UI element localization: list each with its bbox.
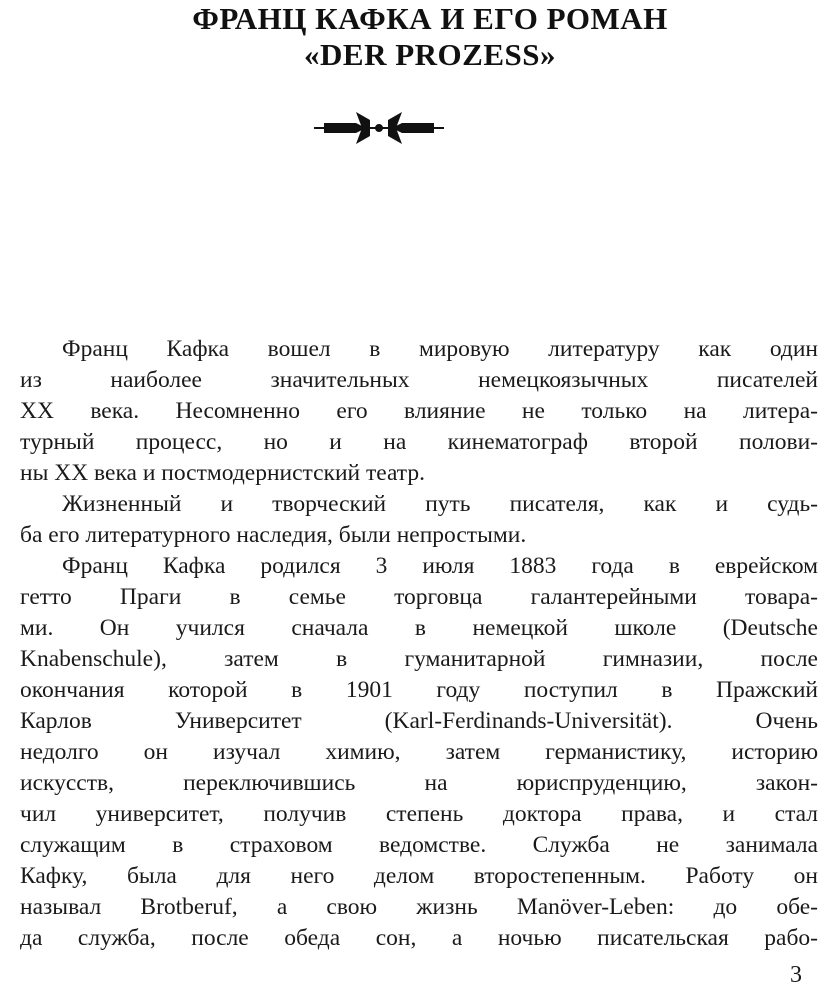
page-number: 3 — [790, 962, 802, 988]
text-line: служащим в страховом ведомстве. Служба не занимала — [20, 832, 818, 858]
text-line: чил университет, получив степень доктора права, и стал — [20, 801, 818, 827]
text-line: Knabenschule), затем в гуманитарной гимназии, после — [20, 646, 818, 672]
text-line: искусств, переключившись на юриспруденцию, закон- — [20, 770, 818, 796]
decorative-divider-icon — [312, 110, 446, 146]
text-line: ны XX века и постмодернистский театр. — [20, 460, 425, 486]
chapter-title-line-1: ФРАНЦ КАФКА И ЕГО РОМАН — [192, 1, 668, 36]
body-text — [20, 334, 818, 954]
text-line: Жизненный и творческий путь писателя, как и судь- — [62, 491, 818, 517]
text-line: Франц Кафка родился 3 июля 1883 года в еврейском — [62, 553, 818, 579]
text-line: да служба, после обеда сон, а ночью писательская рабо- — [20, 925, 818, 951]
text-line: окончания которой в 1901 году поступил в Пражский — [20, 677, 818, 703]
text-line: из наиболее значительных немецкоязычных писателей — [20, 367, 818, 393]
text-line: Кафку, была для него делом второстепенным. Работу он — [20, 863, 818, 889]
text-line: ми. Он учился сначала в немецкой школе (Deutsche — [20, 615, 818, 641]
text-line: турный процесс, но и на кинематограф второй полови- — [20, 429, 818, 455]
text-line: Карлов Университет (Karl-Ferdinands-Universität). Очень — [20, 708, 818, 734]
text-line: XX века. Несомненно его влияние не только на литера- — [20, 398, 818, 424]
text-line: Франц Кафка вошел в мировую литературу как один — [62, 336, 818, 362]
text-line: недолго он изучал химию, затем германистику, историю — [20, 739, 818, 765]
text-line: ба его литературного наследия, были непростыми. — [20, 522, 527, 548]
chapter-title-line-2: «DER PROZESS» — [304, 37, 556, 72]
text-line: называл Brotberuf, а свою жизнь Manöver-Leben: до обе- — [20, 894, 818, 920]
text-line: гетто Праги в семье торговца галантерейными товара- — [20, 584, 818, 610]
